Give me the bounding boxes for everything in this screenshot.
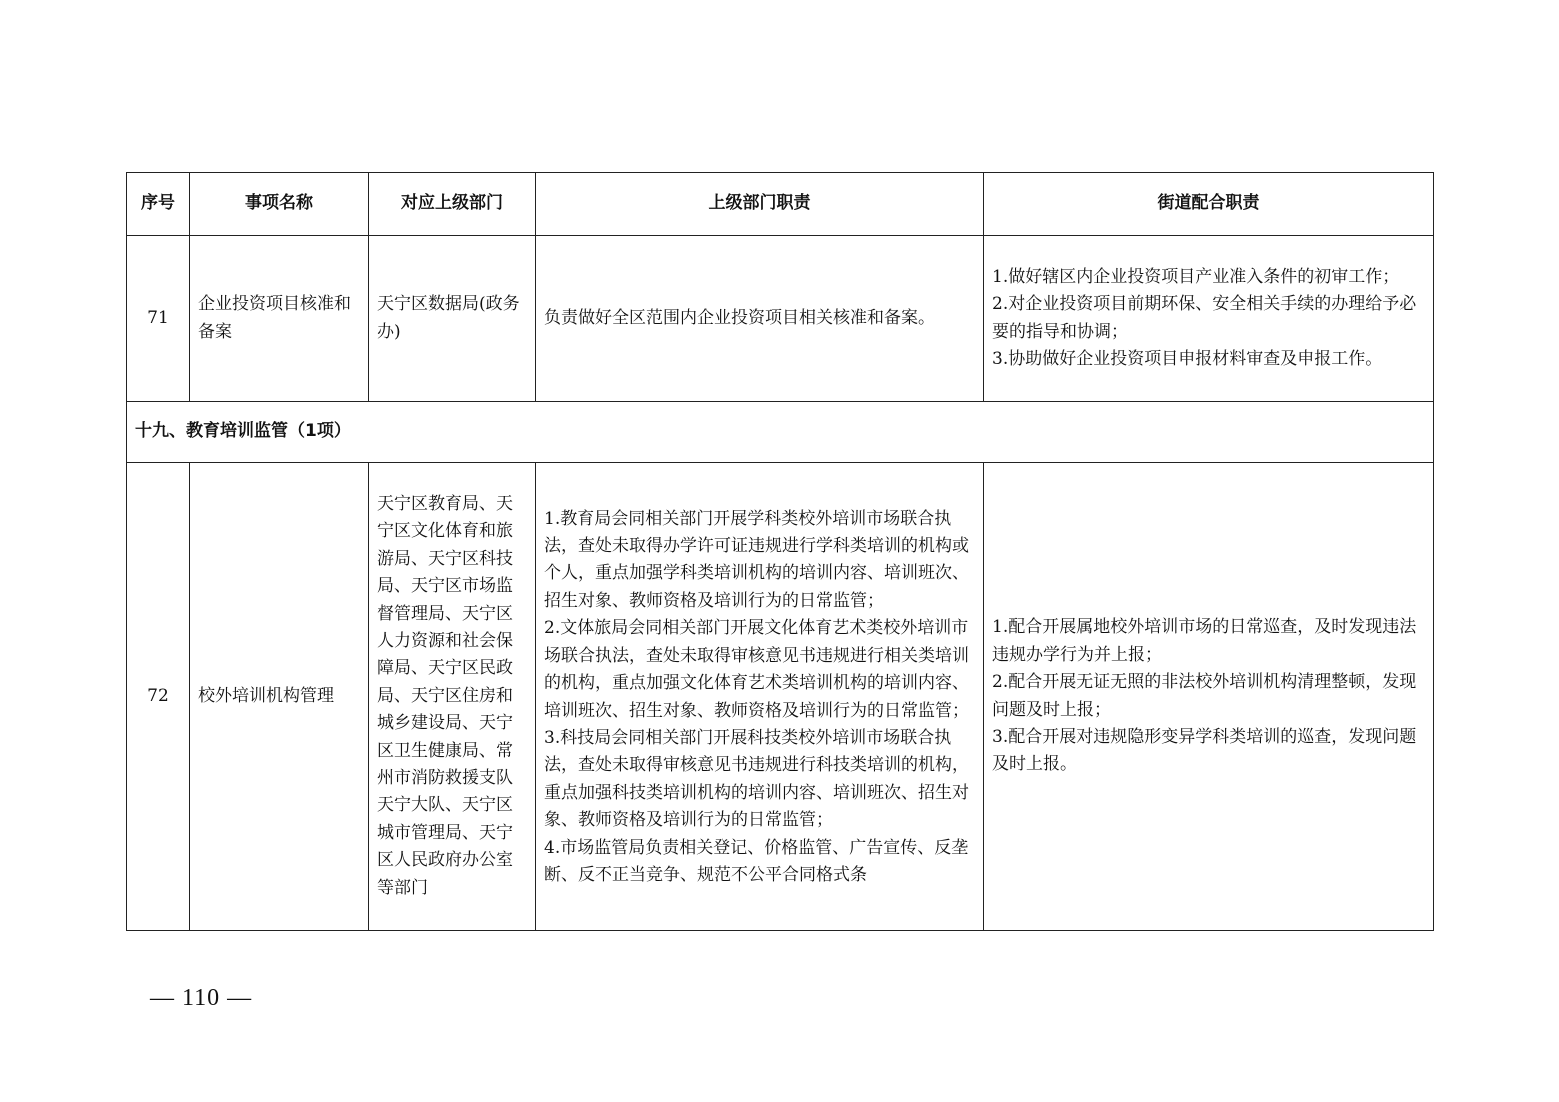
section-title: 十九、教育培训监管（1项） [127, 402, 1434, 463]
section-row [127, 402, 1434, 463]
header-upper-dept: 对应上级部门 [369, 173, 536, 236]
street-duty: 1.配合开展属地校外培训市场的日常巡查，及时发现违法违规办学行为并上报； 2.配合开展无证无照的非法校外培训机构清理整顿，发现问题及时上报； 3.配合开展对违规隐形变异学科类培训的巡查，发现问题及时上报。 [984, 463, 1434, 931]
item-name: 企业投资项目核准和备案 [190, 236, 369, 402]
upper-duty: 1.教育局会同相关部门开展学科类校外培训市场联合执法，查处未取得办学许可证违规进行学科类培训的机构或个人，重点加强学科类培训机构的培训内容、培训班次、招生对象、教师资格及培训行为的日常监管； 2.文体旅局会同相关部门开展文化体育艺术类校外培训市场联合执法，查处未取得审核意见书违规进行相关类培训的机构，重点加强文化体育艺术类培训机构的培训内容、培训班次、招生对象、教师资格及培训行为的日常监管； 3.科技局会同相关部门开展科技类校外培训市场联合执法，查处未取得审核意见书违规进行科技类培训的机构，重点加强科技类培训机构的培训内容、培训班次、招生对象、教师资格及培训行为的日常监管； 4.市场监管局负责相关登记、价格监管、广告宣传、反垄断、反不正当竞争、规范不公平合同格式条 [536, 463, 984, 931]
street-duty: 1.做好辖区内企业投资项目产业准入条件的初审工作； 2.对企业投资项目前期环保、安全相关手续的办理给予必要的指导和协调； 3.协助做好企业投资项目申报材料审查及申报工作。 [984, 236, 1434, 402]
header-seq: 序号 [127, 173, 190, 236]
page-number: — 110 — [150, 985, 253, 1011]
table-row [127, 236, 1434, 402]
upper-dept: 天宁区数据局(政务办) [369, 236, 536, 402]
row-number: 72 [127, 463, 190, 931]
upper-dept: 天宁区教育局、天宁区文化体育和旅游局、天宁区科技局、天宁区市场监督管理局、天宁区人力资源和社会保障局、天宁区民政局、天宁区住房和城乡建设局、天宁区卫生健康局、常州市消防救援支队天宁大队、天宁区城市管理局、天宁区人民政府办公室等部门 [369, 463, 536, 931]
upper-duty: 负责做好全区范围内企业投资项目相关核准和备案。 [536, 236, 984, 402]
duty-table [126, 172, 1434, 931]
header-item-name: 事项名称 [190, 173, 369, 236]
row-number: 71 [127, 236, 190, 402]
header-upper-duty: 上级部门职责 [536, 173, 984, 236]
header-row [127, 173, 1434, 236]
item-name: 校外培训机构管理 [190, 463, 369, 931]
table-row [127, 463, 1434, 931]
header-street-duty: 街道配合职责 [984, 173, 1434, 236]
